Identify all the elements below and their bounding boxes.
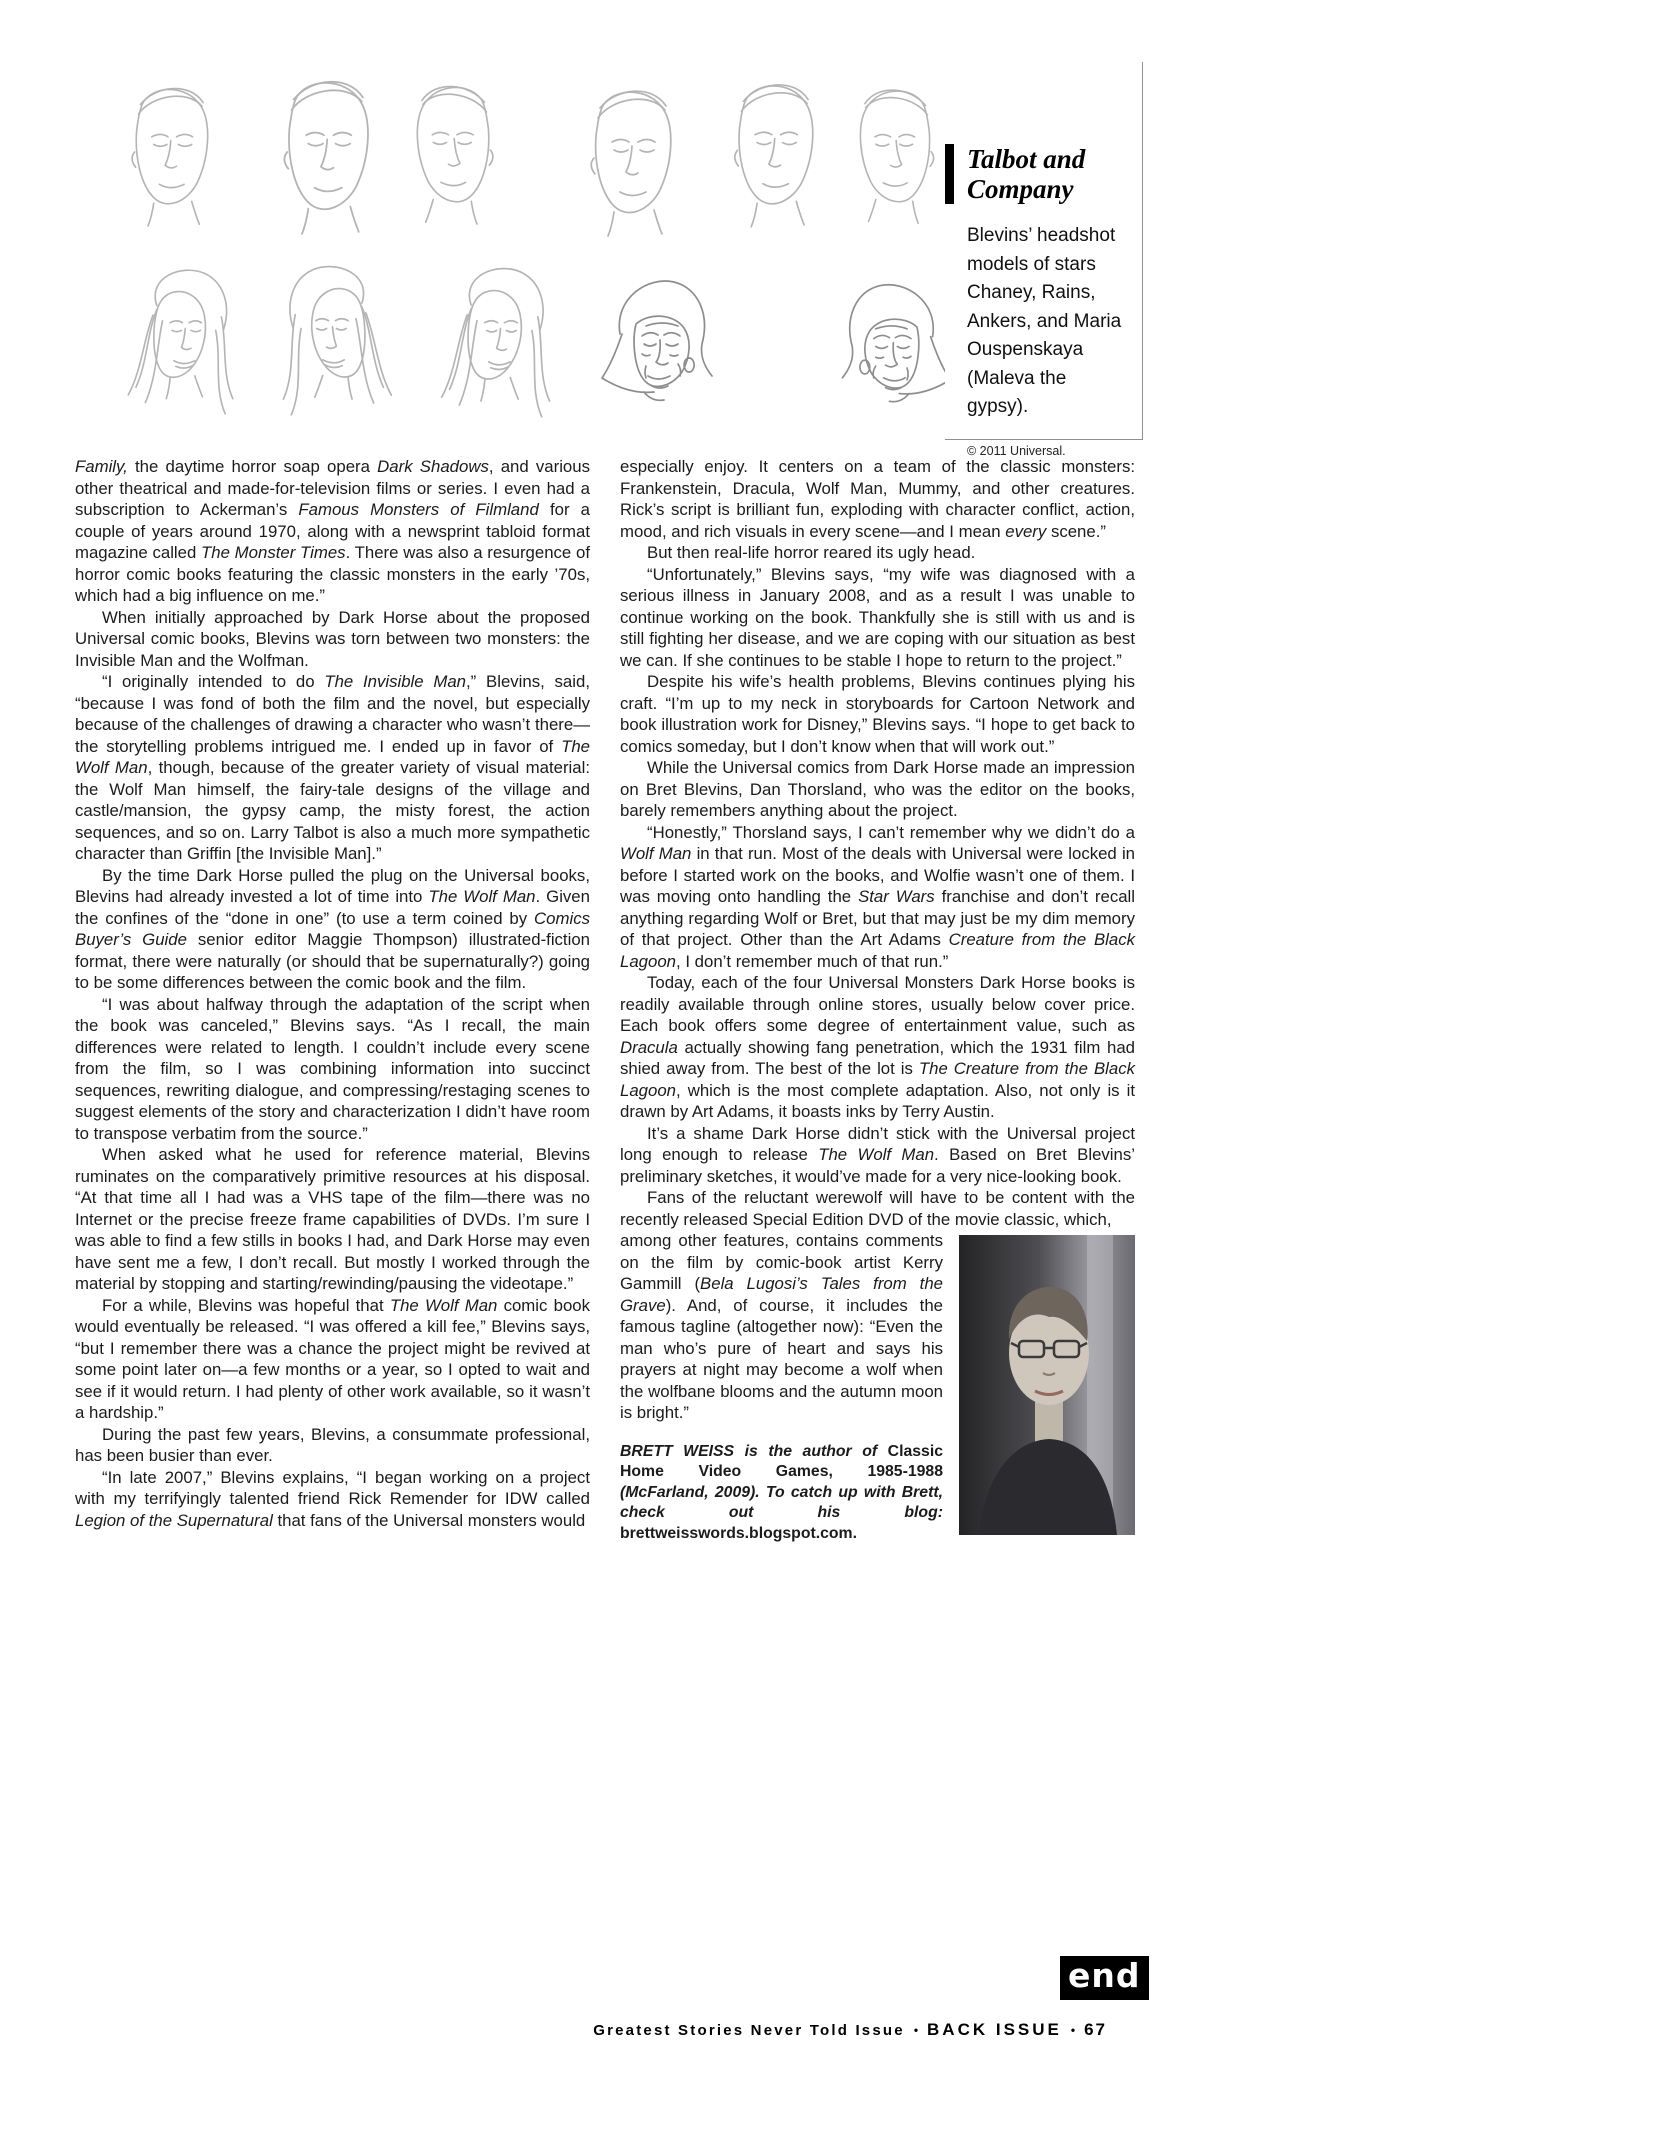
text-run: Dark Shadows — [377, 457, 489, 476]
page-footer — [75, 2020, 1107, 2040]
article-paragraph — [620, 456, 1135, 542]
article-column-right — [620, 456, 1135, 1544]
end-mark-label: end — [1060, 1956, 1149, 2000]
text-run: Comics Buyer’s Guide — [75, 908, 590, 949]
text-run: Star Wars — [858, 887, 935, 906]
article-paragraph — [75, 607, 590, 672]
text-run: The Wolf Man — [428, 887, 536, 906]
text-run: The Wolf Man — [75, 736, 590, 777]
text-run: senior editor Maggie Thompson) illustrated-fiction format, there were naturally (or should that be supernaturally?) going to be some differences between the comic book and the film. — [75, 930, 590, 992]
text-run: While the Universal comics from Dark Horse made an impression on Bret Blevins, Dan Thorsland, who was the editor on the books, barely remembers anything about the project. — [620, 758, 1135, 820]
text-run: Famous Monsters of Filmland — [298, 500, 539, 519]
text-run: When initially approached by Dark Horse about the proposed Universal comic books, Blevins was torn between two monsters: the Invisible Man and the Wolfman. — [75, 607, 590, 670]
text-run: For a while, Blevins was hopeful that — [102, 1295, 390, 1315]
text-run: The Creature from the Black Lagoon — [620, 1059, 1135, 1100]
article-paragraph — [75, 1424, 590, 1467]
footer-issue-title: Greatest Stories Never Told Issue — [593, 2022, 905, 2039]
text-run: in that run. Most of the deals with Universal were locked in before I started work on the books, and Wolfie wasn’t one of them. I was moving onto handling the — [620, 844, 1136, 906]
text-run: , and various other theatrical and made-for-television films or series. I even had a subscription to Ackerman’s — [75, 457, 590, 519]
text-run: for a couple of years around 1970, along with a newsprint tabloid format magazine called — [75, 500, 590, 562]
caption-body: Blevins’ headshot models of stars Chaney, Rains, Ankers, and Maria Ouspenskaya (Maleva the gypsy). — [967, 225, 1122, 418]
article-body — [75, 456, 1135, 1544]
text-run: ). And, of course, it includes the famous tagline (altogether now): “Even the man who’s pure of heart and says his prayers at night may become a wolf when the wolfbane blooms and the autumn moon is bright.” — [620, 1295, 943, 1422]
text-run: The Wolf Man — [818, 1145, 935, 1164]
footer-separator: • — [913, 2023, 919, 2037]
text-run: It’s a shame Dark Horse didn’t stick with the Universal project long enough to release — [620, 1123, 1135, 1164]
brett-weiss-photo — [959, 1235, 1135, 1535]
article-paragraph — [75, 1295, 590, 1424]
caption-title: Talbot and Company — [967, 144, 1086, 205]
end-mark — [1060, 1956, 1144, 2000]
text-run: BRETT WEISS is the author of — [620, 1442, 888, 1460]
text-run: Classic Home Video Games, 1985-1988 — [620, 1442, 943, 1481]
article-paragraph — [75, 994, 590, 1145]
text-run: Wolf Man — [620, 844, 692, 863]
article-paragraph — [620, 822, 1135, 973]
text-run: . Given the confines of the “done in one” (to use a term coined by — [75, 887, 590, 928]
footer-separator: • — [1070, 2023, 1076, 2037]
text-run: Creature from the Black Lagoon — [620, 930, 1136, 971]
article-paragraph — [620, 757, 1135, 822]
caption-title-block — [945, 144, 1130, 204]
article-paragraph — [620, 1123, 1135, 1188]
text-run: Fans of the reluctant werewolf will have to be content with the recently released Special Edition DVD of the movie classic, which, — [620, 1188, 1135, 1229]
text-run: that fans of the Universal monsters would — [272, 1510, 586, 1530]
top-section — [60, 62, 1143, 458]
text-run: Family, — [75, 457, 128, 476]
article-paragraph — [75, 1467, 590, 1532]
headshot-sketches-image — [60, 62, 945, 440]
text-run: When asked what he used for reference material, Blevins ruminates on the comparatively primitive resources at his disposal. “At that time all I had was a VHS tape of the film—there was no Internet or the precise freeze frame capabilities of DVDs. I’m sure I was able to find a few stills in books I had, and Dark Horse may even have sent me a few, I don’t recall. But mostly I worked through the material by stopping and starting/rewinding/pausing the videotape.” — [75, 1145, 590, 1293]
article-column-left — [75, 456, 590, 1544]
text-run: “I was about halfway through the adaptation of the script when the book was canceled,” Blevins says. “As I recall, the main differences were related to length. I couldn’t include every scene from the film, so I was combining information into succinct sequences, rewriting dialogue, and compressing/restaging scenes to suggest elements of the story and characterization I didn’t have room to transpose verbatim from the source.” — [75, 994, 590, 1143]
text-run: The Wolf Man — [389, 1295, 498, 1315]
text-run: actually showing fang penetration, which the 1931 film had shied away from. The best of the lot is — [620, 1037, 1135, 1078]
text-run: Despite his wife’s health problems, Blevins continues plying his craft. “I’m up to my neck in storyboards for Cartoon Network and book illustration work for Disney,” Blevins says. “I hope to get back to comics someday, but I don’t know when that will work out.” — [620, 672, 1135, 756]
text-run: especially enjoy. It centers on a team of the classic monsters: Frankenstein, Dracula, Wolf Man, Mummy, and other creatures. Rick’s script is brilliant fun, exploding with character conflict, action, mood, and rich visuals in every scene—and I mean — [620, 457, 1135, 541]
text-run: The Invisible Man — [324, 672, 467, 691]
article-paragraph — [620, 542, 1135, 564]
text-run: scene.” — [1046, 521, 1106, 541]
text-run: , which is the most complete adaptation. Also, not only is it drawn by Art Adams, it boasts inks by Terry Austin. — [620, 1080, 1135, 1121]
text-run: “Unfortunately,” Blevins says, “my wife was diagnosed with a serious illness in January 2008, and as a result I was unable to continue working on the book. Thankfully she is still with us and is still fighting her disease, and we are coping with our situation as best we can. If she continues to be stable I hope to return to the project.” — [620, 564, 1135, 670]
text-run: By the time Dark Horse pulled the plug on the Universal books, Blevins had already invested a lot of time into — [75, 865, 590, 906]
article-paragraph — [75, 671, 590, 865]
text-run: Dracula — [620, 1037, 678, 1057]
footer-magazine-title: BACK ISSUE — [927, 2020, 1062, 2039]
article-paragraph — [75, 1144, 590, 1295]
text-run: , though, because of the greater variety of visual material: the Wolf Man himself, the fairy-tale designs of the village and castle/mansion, the gypsy camp, the misty forest, the action sequences, and so on. Larry Talbot is also a much more sympathetic character than Griffin [the Invisible Man].” — [75, 758, 590, 863]
text-run: “In late 2007,” Blevins explains, “I began working on a project with my terrifyingly talented friend Rick Remender for IDW called — [75, 1467, 590, 1508]
text-run: , I don’t remember much of that run.” — [676, 951, 949, 971]
caption-box — [945, 62, 1143, 458]
text-run: Today, each of the four Universal Monsters Dark Horse books is readily available through online stores, usually below cover price. Each book offers some degree of entertainment value, such as — [620, 973, 1135, 1035]
article-column-right-top — [620, 456, 1135, 1230]
article-paragraph — [620, 1187, 1135, 1230]
text-run: among other features, contains comments on the film by comic-book artist Kerry Gammill ( — [620, 1231, 943, 1293]
article-paragraph — [75, 456, 590, 607]
text-run: (McFarland, 2009). To catch up with Brett, check out his blog: — [620, 1483, 943, 1522]
text-run: The Monster Times — [201, 543, 346, 562]
text-run: . Based on Bret Blevins’ preliminary sketches, it would’ve made for a very nice-looking book. — [620, 1145, 1135, 1186]
article-paragraph — [620, 564, 1135, 672]
text-run: brettweisswords.blogspot.com. — [620, 1524, 857, 1542]
footer-page-number: 67 — [1084, 2020, 1107, 2039]
article-paragraph — [620, 972, 1135, 1123]
text-run: every — [1005, 521, 1047, 541]
article-paragraph — [620, 671, 1135, 757]
text-run: Bela Lugosi’s Tales from the Grave — [620, 1274, 943, 1315]
text-run: Legion of the Supernatural — [75, 1510, 273, 1530]
text-run: During the past few years, Blevins, a consummate professional, has been busier than ever. — [75, 1424, 590, 1465]
text-run: comic book would eventually be released. “I was offered a kill fee,” Blevins says, “but I remember there was a chance the project might be revived at some point later on—a few months or a year, so I opted to wait and see if it would return. I had plenty of other work available, so it wasn’t a hardship.” — [75, 1295, 590, 1422]
text-run: But then real-life horror reared its ugly head. — [647, 543, 976, 562]
text-run: the daytime horror soap opera — [127, 457, 378, 476]
article-paragraph — [75, 865, 590, 994]
article-column-right-wrap — [620, 1230, 1135, 1544]
text-run: ,” Blevins, said, “because I was fond of both the film and the novel, but especially because of the challenges of drawing a character who wasn’t there—the storytelling problems intrigued me. I ended up in favor of — [75, 672, 590, 756]
text-run: . There was also a resurgence of horror comic books featuring the classic monsters in the early ’70s, which had a big influence on me.” — [75, 543, 590, 605]
text-run: “Honestly,” Thorsland says, I can’t remember why we didn’t do a — [647, 822, 1135, 842]
text-run: “I originally intended to do — [102, 672, 325, 691]
text-run: franchise and don’t recall anything regarding Wolf or Bret, but that may just be my dim memory of that project. Other than the Art Adams — [620, 887, 1135, 949]
caption-credit: © 2011 Universal. — [967, 443, 1066, 458]
